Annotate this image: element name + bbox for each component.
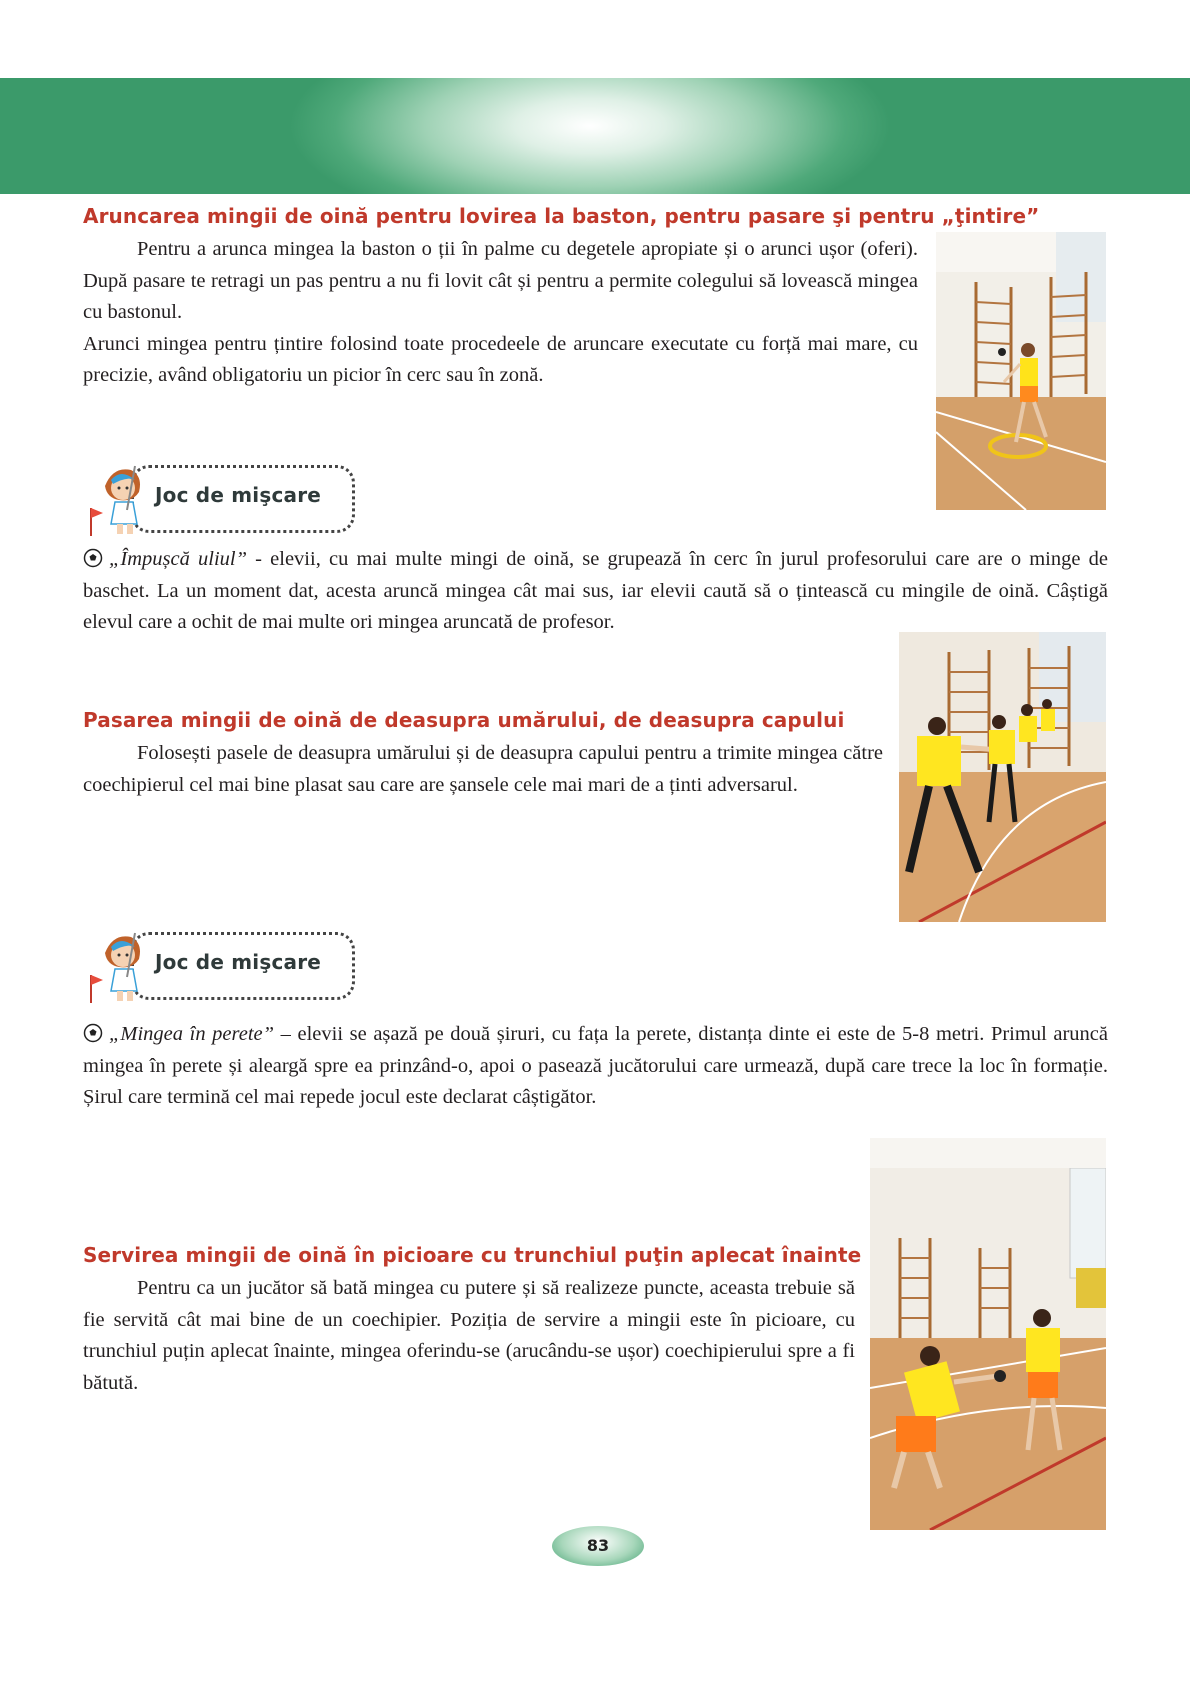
photo-girl-throwing-hoop xyxy=(936,232,1106,510)
game-name: „Mingea în perete” xyxy=(109,1023,275,1045)
paragraph: Pentru ca un jucător să bată mingea cu putere și să realizeze puncte, aceasta trebuie să fie servită cât mai bine de un coechipier. Poziția de servire a mingii este în picioare, cu trunchiul puțin aplecat înainte, mingea oferindu-se (arucându-se ușor) coechipierului spre a fi bătută. xyxy=(83,1277,855,1394)
section-heading-passing: Pasarea mingii de oină de deasupra umărului, de deasupra capului xyxy=(83,708,845,732)
girl-golfer-icon xyxy=(83,925,153,1007)
game-callout-label: Joc de mişcare xyxy=(155,950,322,974)
section-text-throwing xyxy=(83,234,918,392)
game-text: - elevii, cu mai multe mingi de oină, se grupează în cerc în jurul profesorului care are o minge de baschet. La un moment dat, acesta aruncă mingea cât mai sus, iar elevii caută să o țintească cu mingile de oină. Câștigă elevul care a ochit de mai multe ori mingea aruncată de profesor. xyxy=(83,548,1108,633)
game-text: – elevii se așază pe două șiruri, cu fața la perete, distanța dinte ei este de 5-8 metri. Primul aruncă mingea în perete și aleargă spre ea prinzând-o, apoi o pasează jucătorului care urmează, după care trece la loc în formație. Șirul care termină cel mai repede jocul este declarat câștigător. xyxy=(83,1023,1108,1108)
game-callout-label: Joc de mişcare xyxy=(155,483,322,507)
girl-golfer-icon xyxy=(83,458,153,540)
paragraph: Folosești pasele de deasupra umărului și de deasupra capului pentru a trimite mingea către coechipierul cel mai bine plasat sau care are șansele cele mai mari de a ținti adversarul. xyxy=(83,742,883,796)
game-name: „Împușcă uliul” xyxy=(109,548,248,570)
game-callout xyxy=(83,925,363,1007)
photo-girls-serving xyxy=(870,1138,1106,1530)
page-number: 83 xyxy=(552,1526,644,1566)
game-callout xyxy=(83,458,363,540)
soccer-ball-icon xyxy=(83,548,103,568)
section-text-passing xyxy=(83,738,883,801)
header-band xyxy=(0,78,1190,194)
photo-girls-passing xyxy=(899,632,1106,922)
section-heading-serving: Servirea mingii de oină în picioare cu trunchiul puţin aplecat înainte xyxy=(83,1243,862,1267)
soccer-ball-icon xyxy=(83,1023,103,1043)
game-description xyxy=(83,544,1108,639)
paragraph: Arunci mingea pentru țintire folosind toate procedeele de aruncare executate cu forță mai mare, cu precizie, având obligatoriu un picior în cerc sau în zonă. xyxy=(83,332,918,386)
paragraph: Pentru a arunca mingea la baston o ții în palme cu degetele apropiate și o arunci ușor (oferi). După pasare te retragi un pas pentru a nu fi lovit cât și pentru a permite colegului să lovească mingea cu bastonul. xyxy=(83,238,918,323)
game-description xyxy=(83,1019,1108,1114)
section-heading-throwing: Aruncarea mingii de oină pentru lovirea la baston, pentru pasare şi pentru „ţintire” xyxy=(83,204,1040,228)
section-text-serving xyxy=(83,1273,855,1399)
